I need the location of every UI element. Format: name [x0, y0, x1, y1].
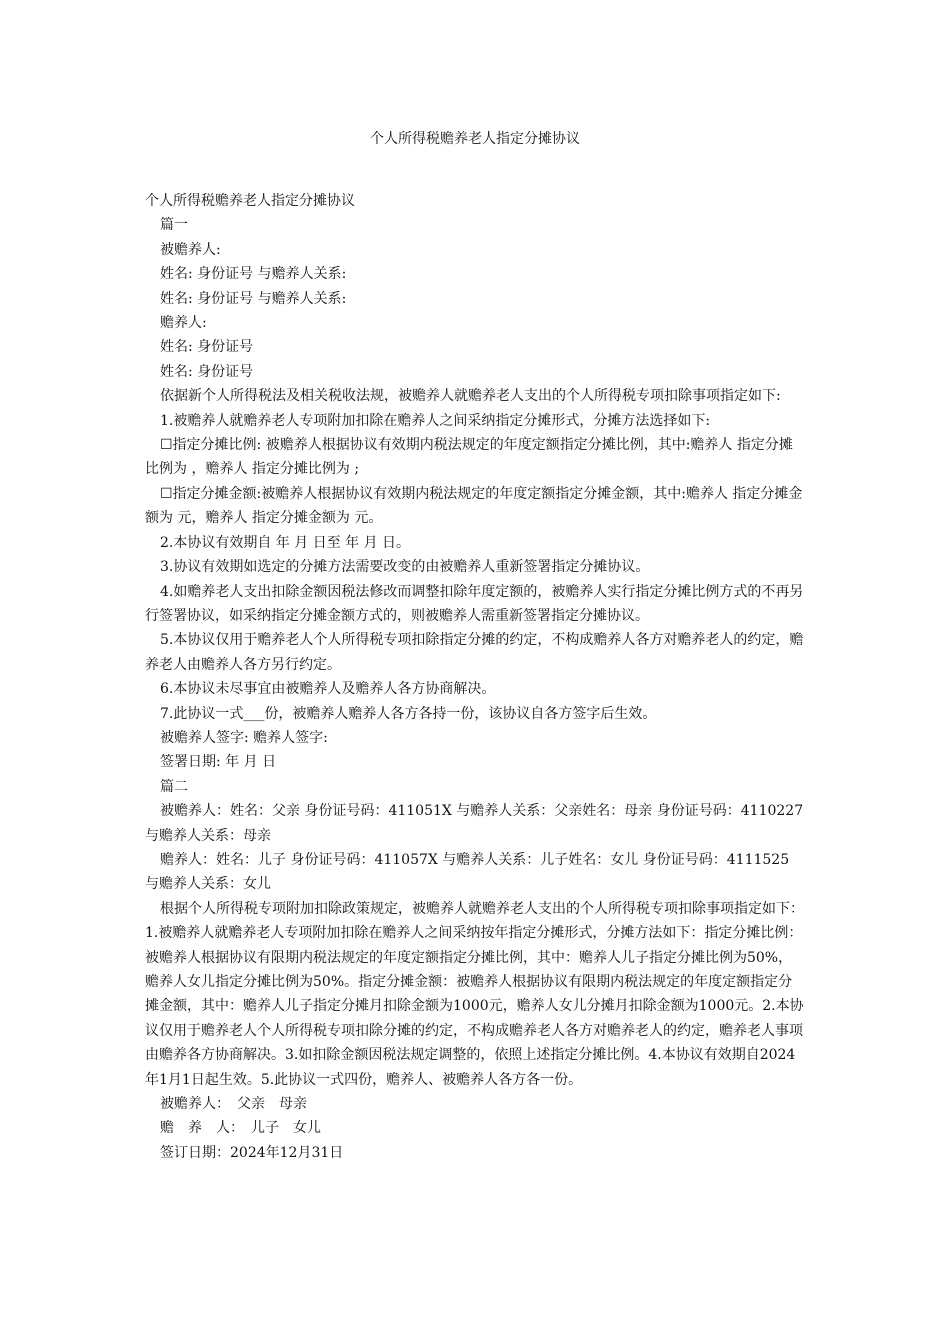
paragraph: 依据新个人所得税法及相关税收法规，被赡养人就赡养老人支出的个人所得税专项扣除事项指定如下: [160, 388, 781, 405]
paragraph: ☐指定分摊比例: 被赡养人根据协议有效期内税法规定的年度定额指定分摊比例，其中:赡养人 指定分摊比例为 ，赡养人 指定分摊比例为 ; [145, 437, 793, 478]
paragraph: 赡 养 人： 儿子 女儿 [160, 1120, 321, 1137]
paragraph: 根据个人所得税专项附加扣除政策规定，被赡养人就赡养老人支出的个人所得税专项扣除事项指定如下：1.被赡养人就赡养老人专项附加扣除在赡养人之间采纳按年指定分摊形式，分摊方法如下：指定分摊比例：被赡养人根据协议有限期内税法规定的年度定额指定分摊比例，其中：赡养人儿子指定分摊比例为50%，赡养人女儿指定分摊比例为50%。指定分摊金额：被赡养人根据协议有限期内税法规定的年度定额指定分摊金额，其中：赡养人儿子指定分摊月扣除金额为1000元，赡养人女儿分摊月扣除金额为1000元。2.本协议仅用于赡养老人个人所得税专项扣除分摊的约定，不构成赡养老人各方对赡养老人的约定，赡养老人事项由赡养各方协商解决。3.如扣除金额因税法规定调整的，依照上述指定分摊比例。4.本协议有效期自2024年1月1日起生效。5.此协议一式四份，赡养人、被赡养人各方各一份。 [145, 900, 804, 1088]
paragraph: 7.此协议一式___份，被赡养人赡养人各方各持一份，该协议自各方签字后生效。 [160, 705, 657, 722]
document-page [145, 127, 805, 1165]
paragraph: ☐指定分摊金额:被赡养人根据协议有效期内税法规定的年度定额指定分摊金额，其中:赡养人 指定分摊金额为 元，赡养人 指定分摊金额为 元。 [145, 485, 803, 527]
paragraph: 签订日期：2024年12月31日 [160, 1144, 344, 1161]
paragraph: 篇二 [160, 778, 188, 795]
paragraph: 姓名: 身份证号 与赡养人关系: [160, 290, 347, 307]
paragraph: 签署日期: 年 月 日 [160, 754, 277, 771]
paragraph: 3.协议有效期如选定的分摊方法需要改变的由被赡养人重新签署指定分摊协议。 [160, 559, 650, 576]
paragraph: 2.本协议有效期自 年 月 日至 年 月 日。 [160, 534, 411, 551]
paragraph: 被赡养人：姓名：父亲 身份证号码：411051X 与赡养人关系：父亲姓名：母亲 身份证号码：4110227 与赡养人关系：母亲 [145, 803, 804, 844]
document-title: 个人所得税赡养老人指定分摊协议 [370, 131, 580, 147]
document-body [145, 189, 805, 1165]
paragraph: 被赡养人签字: 赡养人签字: [160, 729, 328, 746]
paragraph: 姓名: 身份证号 [160, 339, 254, 356]
document-heading: 个人所得税赡养老人指定分摊协议 [145, 193, 355, 209]
paragraph: 姓名: 身份证号 [160, 363, 254, 380]
paragraph: 赡养人：姓名：儿子 身份证号码：411057X 与赡养人关系：儿子姓名：女儿 身份证号码：4111525 与赡养人关系：女儿 [145, 851, 790, 893]
paragraph: 赡养人: [160, 315, 207, 332]
paragraph: 4.如赡养老人支出扣除金额因税法修改而调整扣除年度定额的，被赡养人实行指定分摊比例方式的不再另行签署协议，如采纳指定分摊金额方式的，则被赡养人需重新签署指定分摊协议。 [145, 583, 804, 624]
paragraph: 6.本协议未尽事宜由被赡养人及赡养人各方协商解决。 [160, 681, 496, 698]
paragraph: 姓名: 身份证号 与赡养人关系: [160, 266, 347, 283]
paragraph: 被赡养人: [160, 241, 221, 258]
paragraph: 5.本协议仅用于赡养老人个人所得税专项扣除指定分摊的约定，不构成赡养人各方对赡养老人的约定，赡养老人由赡养人各方另行约定。 [145, 632, 804, 673]
paragraph: 被赡养人： 父亲 母亲 [160, 1096, 307, 1113]
paragraph: 篇一 [160, 217, 188, 234]
paragraph: 1.被赡养人就赡养老人专项附加扣除在赡养人之间采纳指定分摊形式，分摊方法选择如下: [160, 412, 711, 429]
